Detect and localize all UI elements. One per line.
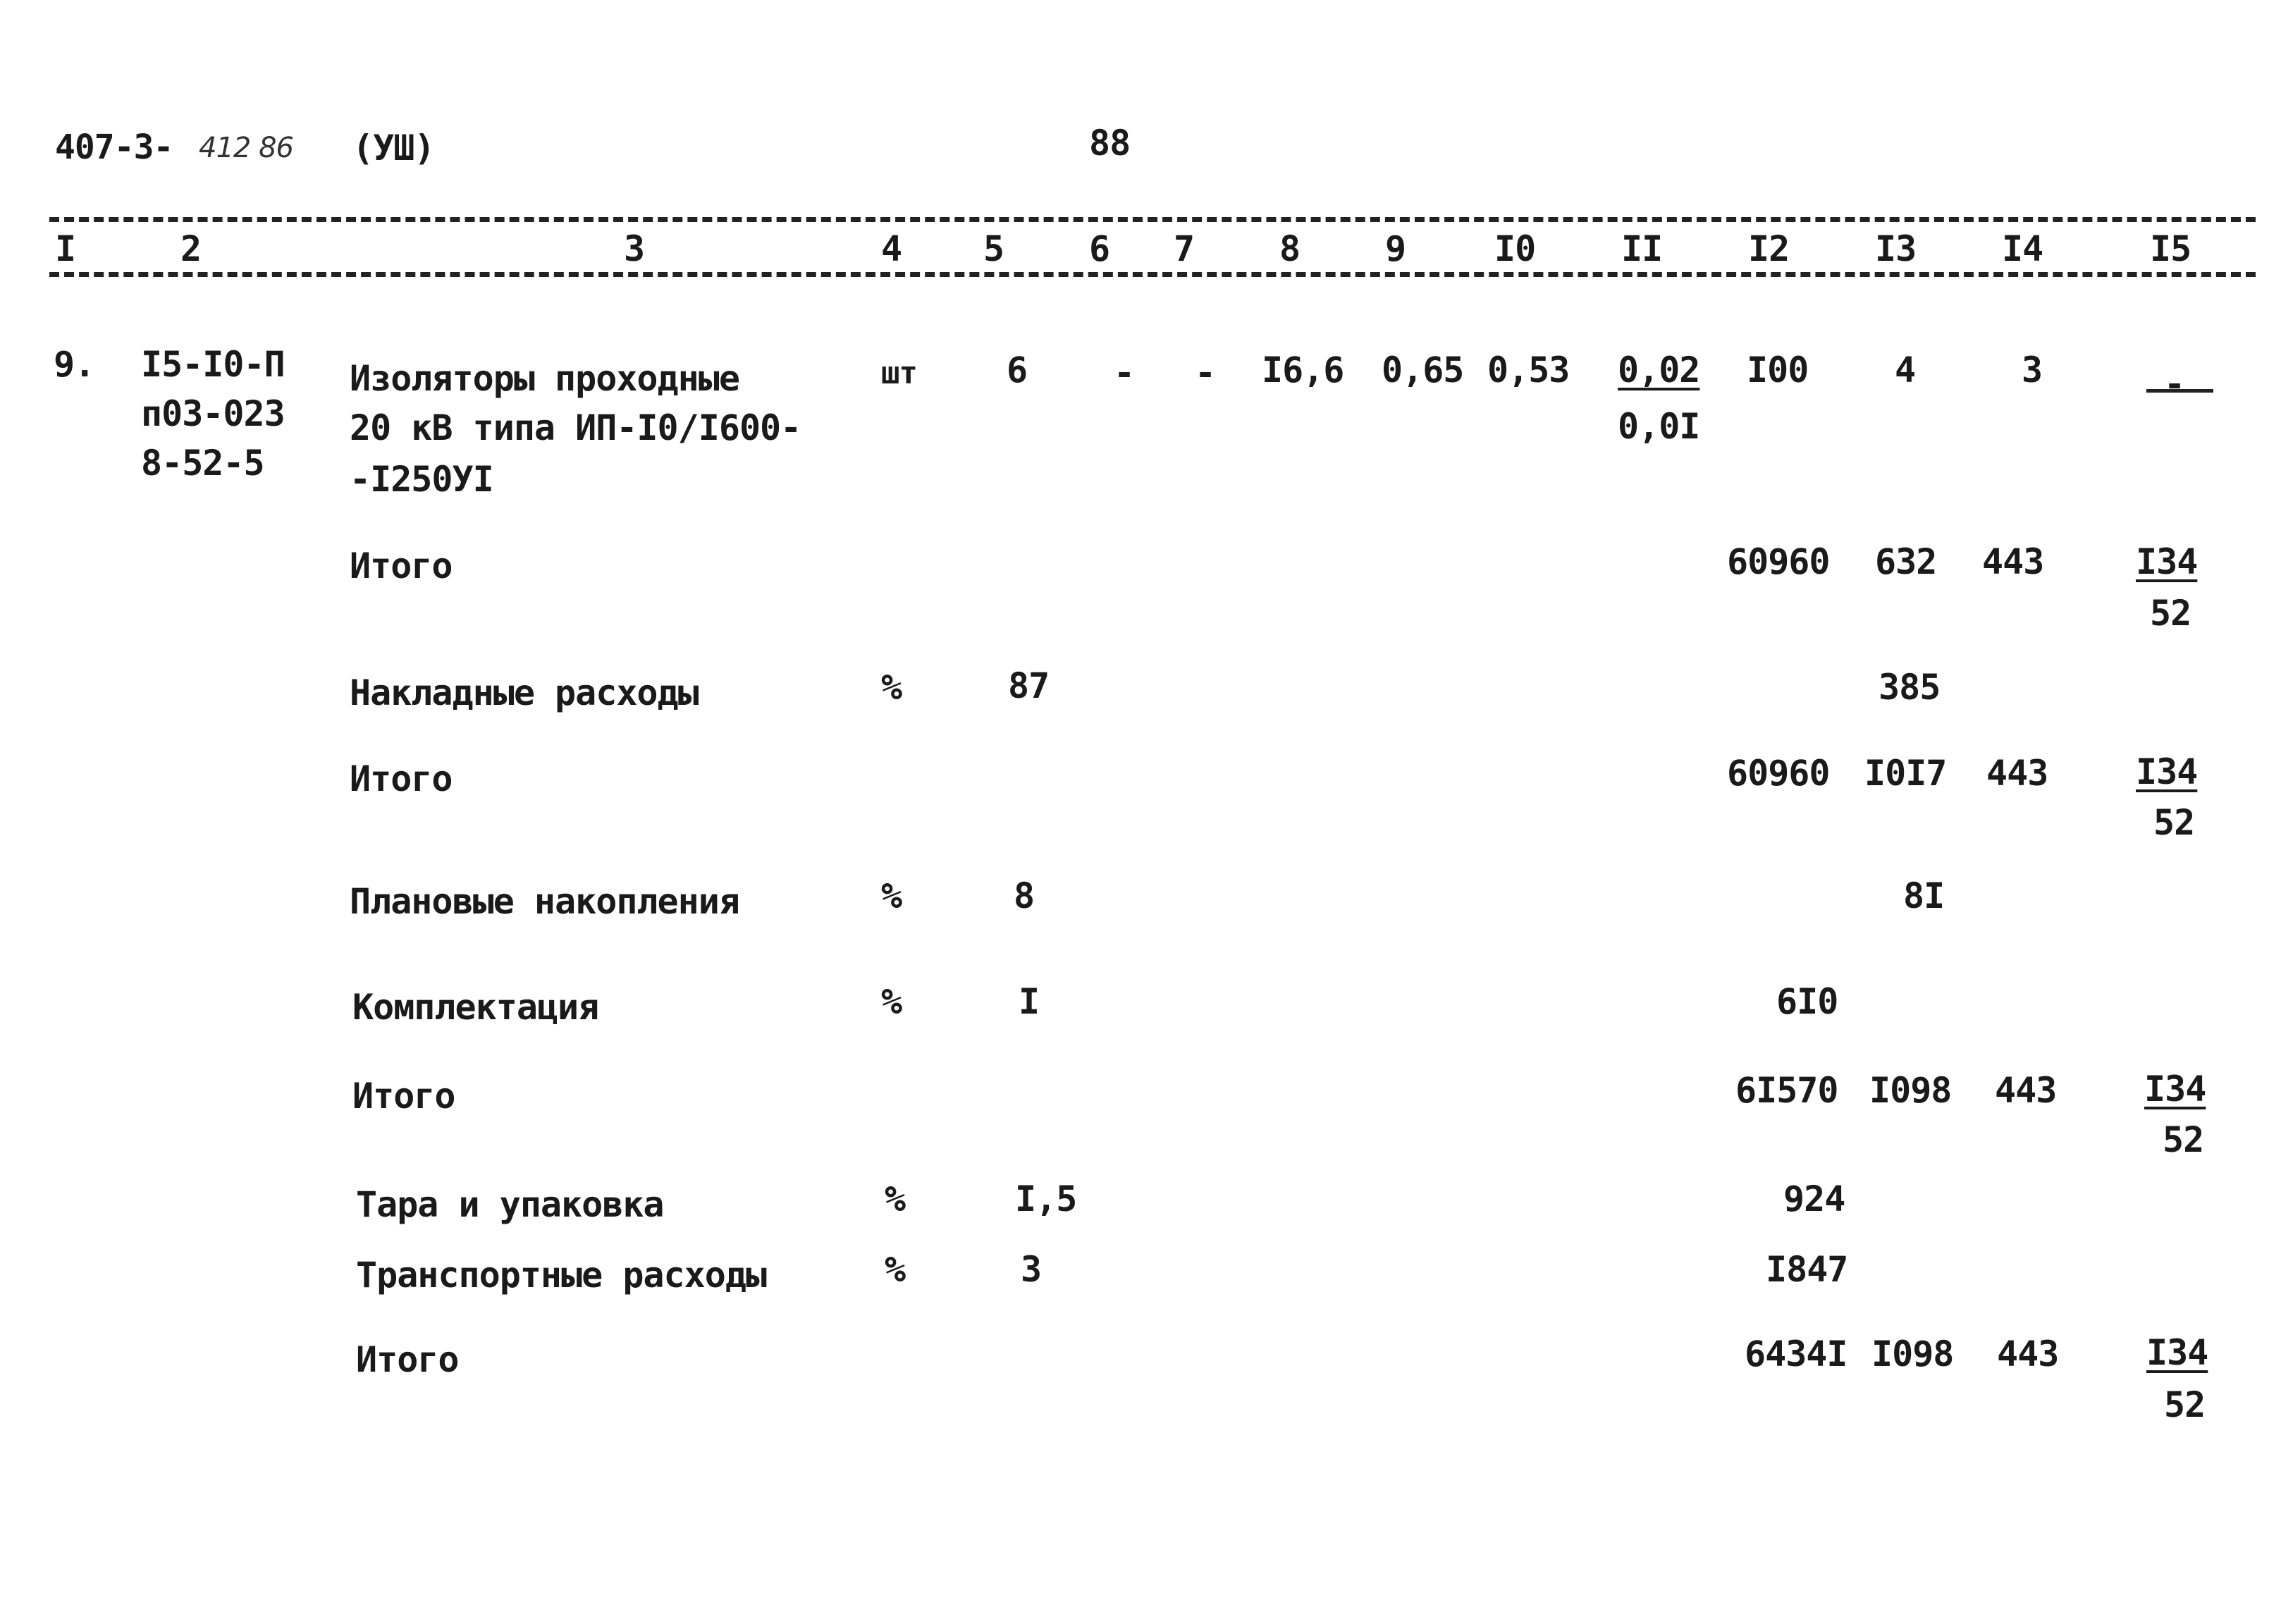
row-label: Тара и упаковка [356, 1184, 664, 1225]
row-col-15-top: I34 [2136, 751, 2198, 792]
row-unit: % [881, 667, 902, 708]
item-name-line-3: -I250УI [350, 459, 493, 500]
column-header-15: I5 [2150, 228, 2191, 269]
item-col-14: 3 [2022, 350, 2043, 390]
item-col-10: 0,53 [1487, 350, 1570, 390]
row-col-15-bottom: 52 [2153, 802, 2195, 843]
item-code-line-1: I5-I0-П [141, 344, 285, 385]
row-col-15-top: I34 [2136, 541, 2198, 582]
column-header-6: 6 [1089, 228, 1110, 269]
item-col-13: 4 [1895, 350, 1916, 390]
row-unit: % [881, 981, 902, 1022]
row-unit: % [881, 875, 902, 916]
item-col-15-fraction-bar [2146, 389, 2213, 393]
row-rate: 3 [1021, 1249, 1042, 1290]
column-header-13: I3 [1875, 228, 1917, 269]
row-col-15-bottom: 52 [2150, 593, 2191, 634]
row-col-13: 385 [1879, 667, 1941, 708]
row-col-13: I0I7 [1864, 753, 1947, 794]
row-col-12: 924 [1783, 1179, 1845, 1219]
item-col-6: - [1114, 352, 1135, 393]
column-header-7: 7 [1174, 228, 1195, 269]
row-rate: 8 [1014, 875, 1035, 916]
item-col-8: I6,6 [1262, 350, 1344, 390]
column-header-12: I2 [1748, 228, 1790, 269]
column-header-1: I [55, 228, 76, 269]
row-label: Итого [356, 1339, 459, 1380]
row-col-12: 6I0 [1776, 981, 1838, 1022]
row-unit: % [885, 1179, 906, 1219]
item-number: 9. [54, 344, 95, 385]
item-code-line-3: 8-52-5 [141, 443, 264, 484]
document-code-handwritten: 412 86 [199, 132, 293, 164]
row-rate: I [1019, 981, 1040, 1022]
column-header-5: 5 [983, 228, 1004, 269]
item-name-line-2: 20 кВ типа ИП-I0/I600- [350, 407, 801, 448]
column-header-3: 3 [624, 228, 645, 269]
column-header-8: 8 [1279, 228, 1301, 269]
item-quantity: 6 [1007, 350, 1028, 390]
row-label: Накладные расходы [350, 672, 699, 713]
item-col-9: 0,65 [1382, 350, 1464, 390]
row-col-12: I847 [1766, 1249, 1848, 1290]
row-col-13: I098 [1871, 1334, 1954, 1374]
row-label: Итого [352, 1076, 455, 1116]
row-col-14: 443 [1986, 753, 2048, 794]
header-rule-bottom [49, 272, 2256, 277]
row-col-15-bottom: 52 [2163, 1119, 2204, 1160]
column-header-9: 9 [1385, 228, 1406, 269]
item-col-11-top: 0,02 [1618, 350, 1700, 390]
row-rate: I,5 [1015, 1179, 1077, 1219]
item-unit: шт [881, 355, 917, 391]
column-header-2: 2 [180, 228, 202, 269]
column-header-4: 4 [881, 228, 902, 269]
row-col-14: 443 [1982, 541, 2044, 582]
item-col-7: - [1195, 352, 1216, 393]
row-label: Итого [350, 758, 453, 799]
column-header-14: I4 [2002, 228, 2043, 269]
page-number: 88 [1089, 123, 1131, 164]
row-unit: % [885, 1249, 906, 1290]
row-col-12: 60960 [1727, 753, 1830, 794]
item-col-11-bottom: 0,0I [1618, 406, 1700, 447]
item-col-15: - [2164, 364, 2185, 405]
row-label: Итого [350, 546, 453, 586]
row-col-12: 6I570 [1735, 1070, 1838, 1111]
header-rule-top [49, 217, 2256, 222]
album-number: (УШ) [352, 128, 435, 168]
document-code: 407-3- [55, 128, 173, 167]
row-label: Плановые накопления [350, 881, 739, 922]
row-col-15-top: I34 [2144, 1069, 2206, 1109]
row-col-12: 60960 [1727, 541, 1830, 582]
item-name-line-1: Изоляторы проходные [350, 358, 739, 399]
row-col-13: I098 [1869, 1070, 1952, 1111]
row-col-15-top: I34 [2146, 1332, 2208, 1373]
row-col-14: 443 [1997, 1334, 2059, 1374]
item-col-12: I00 [1747, 350, 1809, 390]
row-label: Комплектация [352, 987, 599, 1028]
row-col-13: 8I [1903, 875, 1945, 916]
row-col-12: 6434I [1745, 1334, 1847, 1374]
row-rate: 87 [1008, 665, 1050, 706]
row-col-14: 443 [1995, 1070, 2057, 1111]
column-header-10: I0 [1494, 228, 1536, 269]
row-label: Транспортные расходы [356, 1255, 767, 1296]
row-col-13: 632 [1875, 541, 1937, 582]
column-header-11: II [1621, 228, 1663, 269]
item-code-line-2: п03-023 [141, 393, 285, 434]
row-col-15-bottom: 52 [2164, 1384, 2206, 1425]
